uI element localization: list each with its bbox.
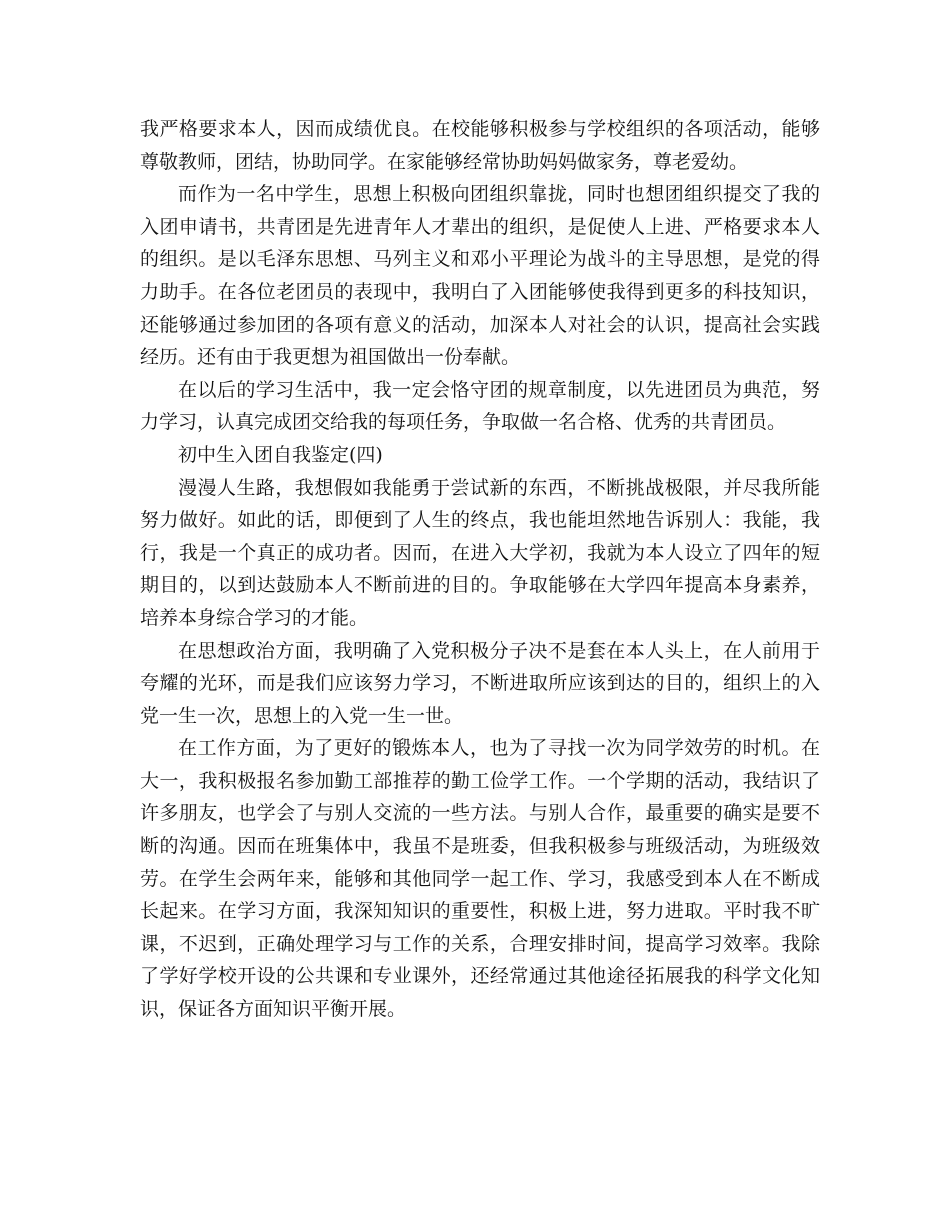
paragraph-2: 而作为一名中学生，思想上积极向团组织靠拢，同时也想团组织提交了我的入团申请书，共青团是先进青年人才辈出的组织，是促使人上进、严格要求本人的组织。是以毛泽东思想、马列主义和邓小平理论为战斗的主导思想，是党的得力助手。在各位老团员的表现中，我明白了入团能够使我得到更多的科技知识，还能够通过参加团的各项有意义的活动，加深本人对社会的认识，提高社会实践经历。还有由于我更想为祖国做出一份奉献。 <box>140 183 820 369</box>
paragraph-1: 我严格要求本人，因而成绩优良。在校能够积极参与学校组织的各项活动，能够尊敬教师，团结，协助同学。在家能够经常协助妈妈做家务，尊老爱幼。 <box>140 118 820 173</box>
paragraph-4: 漫漫人生路，我想假如我能勇于尝试新的东西，不断挑战极限，并尽我所能努力做好。如此的话，即便到了人生的终点，我也能坦然地告诉别人：我能，我行，我是一个真正的成功者。因而，在进入大学初，我就为本人设立了四年的短期目的，以到达鼓励本人不断前进的目的。争取能够在大学四年提高本身素养，培养本身综合学习的才能。 <box>140 476 820 629</box>
document-body <box>140 113 820 1026</box>
paragraph-5: 在思想政治方面，我明确了入党积极分子决不是套在本人头上，在人前用于夸耀的光环，而是我们应该努力学习，不断进取所应该到达的目的，组织上的入党一生一次，思想上的入党一生一世。 <box>140 639 820 727</box>
section-heading: 初中生入团自我鉴定(四) <box>178 443 383 466</box>
paragraph-3: 在以后的学习生活中，我一定会恪守团的规章制度，以先进团员为典范，努力学习，认真完成团交给我的每项任务，争取做一名合格、优秀的共青团员。 <box>140 378 820 434</box>
paragraph-6: 在工作方面，为了更好的锻炼本人，也为了寻找一次为同学效劳的时机。在大一，我积极报名参加勤工部推荐的勤工俭学工作。一个学期的活动，我结识了许多朋友，也学会了与别人交流的一些方法。与别人合作，最重要的确实是要不断的沟通。因而在班集体中，我虽不是班委，但我积极参与班级活动，为班级效劳。在学生会两年来，能够和其他同学一起工作、学习，我感受到本人在不断成长起来。在学习方面，我深知知识的重要性，积极上进，努力进取。平时我不旷课，不迟到，正确处理学习与工作的关系，合理安排时间，提高学习效率。我除了学好学校开设的公共课和专业课外，还经常通过其他途径拓展我的科学文化知识，保证各方面知识平衡开展。 <box>140 737 820 1021</box>
